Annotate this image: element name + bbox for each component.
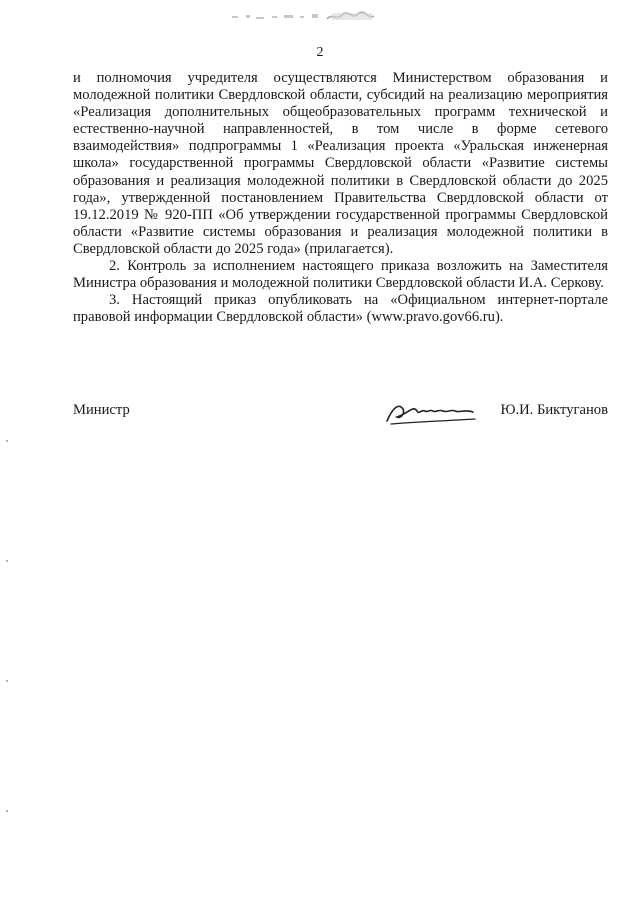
page-number: 2: [316, 45, 324, 60]
paragraph-3: 3. Настоящий приказ опубликовать на «Официальном интернет-портале правовой информации Свердловской области» (www.pravo.gov66.ru).: [73, 292, 608, 326]
signatory-title: Министр: [73, 402, 130, 418]
handwritten-signature: [383, 395, 478, 429]
paragraph-2: 2. Контроль за исполнением настоящего приказа возложить на Заместителя Министра образования и молодежной политики Свердловской области И.А. Серкову.: [73, 258, 608, 292]
scan-speck: [6, 810, 8, 812]
document-body: [73, 70, 608, 326]
signatory-name: Ю.И. Биктуганов: [500, 402, 608, 418]
scan-speck: [6, 440, 8, 442]
scan-speck: [6, 680, 8, 682]
scan-artifact-mark: [232, 10, 382, 24]
scan-speck: [6, 560, 8, 562]
signature-block: [73, 401, 608, 431]
paragraph-1-continued: и полномочия учредителя осуществляются Министерством образования и молодежной политики Свердловской области, субсидий на реализацию мероприятия «Реализация дополнительных общеобразовательных программ технической и естественно-научной направленностей, в том числе в форме сетевого взаимодействия» подпрограммы 1 «Реализация проекта «Уральская инженерная школа» государственной программы Свердловской области «Развитие системы образования и реализация молодежной политики в Свердловской области до 2025 года», утвержденной постановлением Правительства Свердловской области от 19.12.2019 № 920-ПП «Об утверждении государственной программы Свердловской области «Развитие системы образования и реализация молодежной политики в Свердловской области до 2025 года» (прилагается).: [73, 70, 608, 257]
